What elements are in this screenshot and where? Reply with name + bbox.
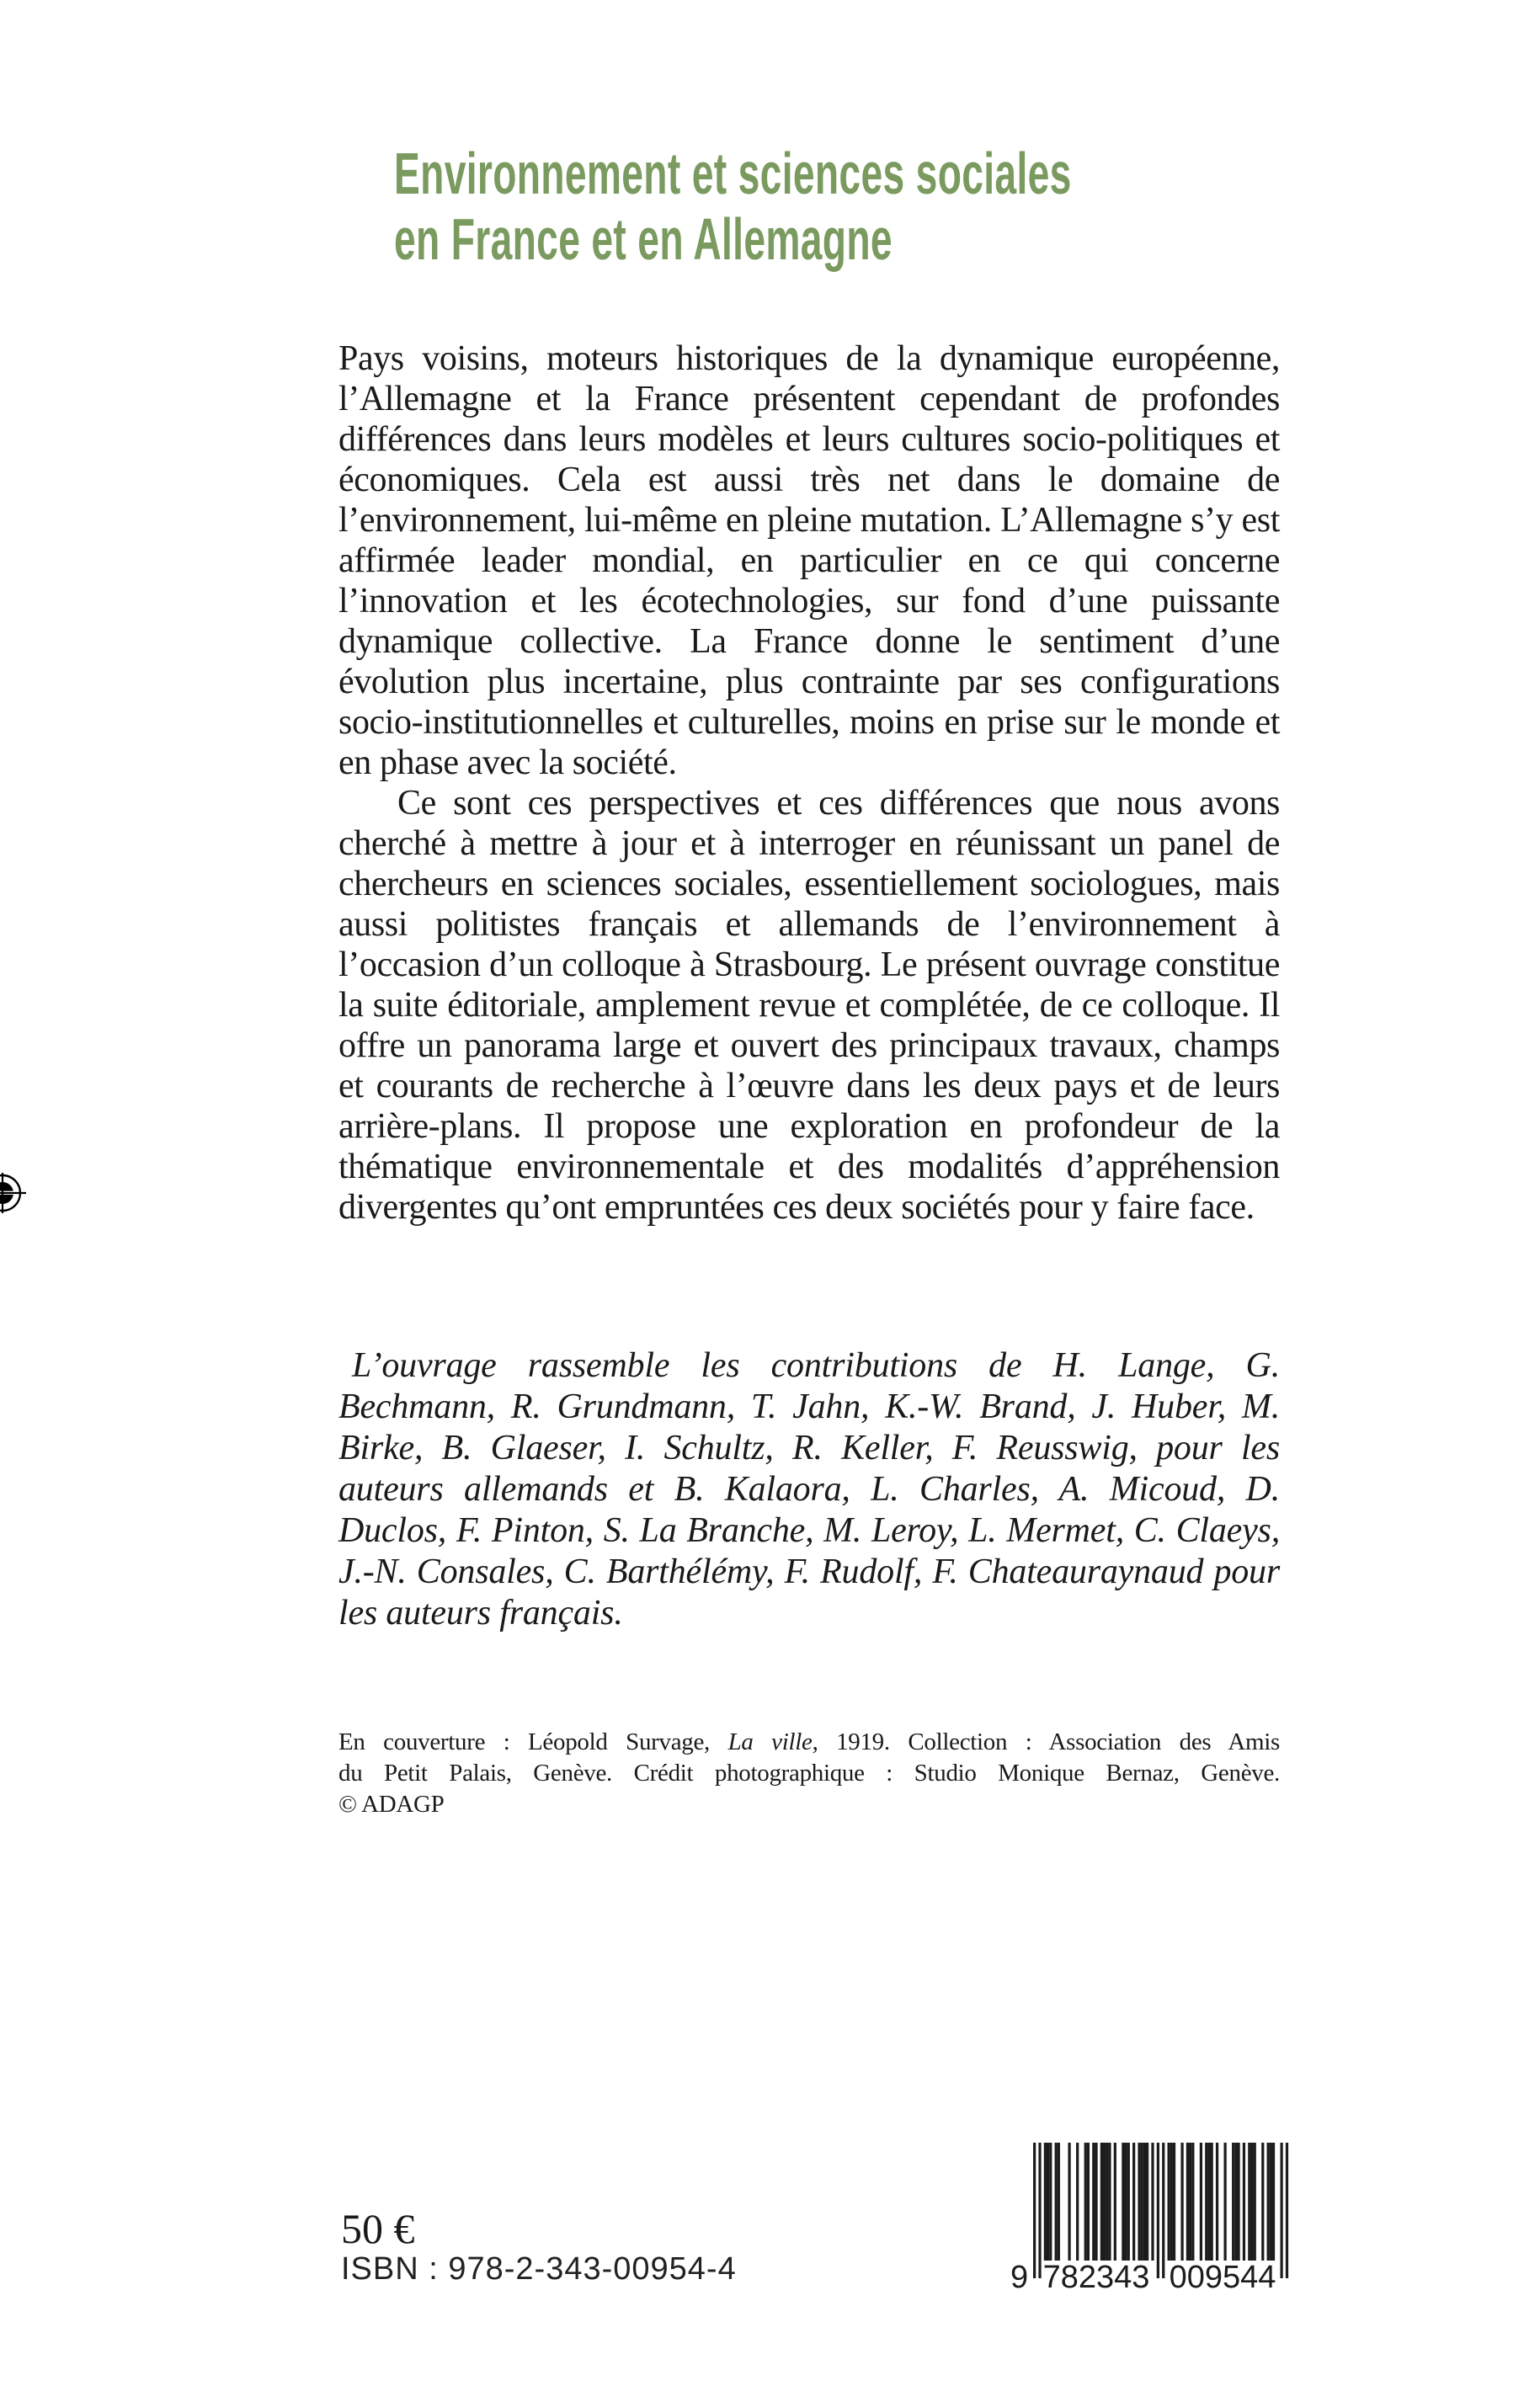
price-label: 50 € [341, 2205, 415, 2252]
barcode-digits-right: 009544 [1169, 2260, 1276, 2294]
isbn-label: ISBN : 978-2-343-00954-4 [341, 2251, 737, 2287]
contributors-block [338, 1345, 1280, 1634]
barcode-digits-left: 782343 [1042, 2260, 1150, 2294]
book-title [394, 141, 1072, 272]
cover-credit-line-1 [338, 1727, 1280, 1758]
barcode-bars [1033, 2143, 1288, 2278]
cover-credit-line1-pre: En couverture : Léopold Survage, [338, 1728, 728, 1755]
cover-credit-block [338, 1727, 1280, 1820]
book-title-line-1: Environnement et sciences sociales [394, 141, 1072, 206]
book-title-line-2: en France et en Allemagne [394, 206, 893, 272]
registration-mark-icon [0, 1171, 29, 1215]
cover-credit-line-2: du Petit Palais, Genève. Crédit photographique : Studio Monique Bernaz, Genève. [338, 1760, 1280, 1787]
contributors-paragraph: L’ouvrage rassemble les contributions de H. Lange, G. Bechmann, R. Grundmann, T. Jahn, K.-W. Brand, J. Huber, M. Birke, B. Glaeser, I. Schultz, R. Keller, F. Reusswig, pour les auteurs allemands et B. Kalaora, L. Charles, A. Micoud, D. Duclos, F. Pinton, S. La Branche, M. Leroy, L. Mermet, C. Claeys, J.-N. Consales, C. Barthélémy, F. Rudolf, F. Chateauraynaud pour les auteurs français. [338, 1346, 1280, 1632]
cover-credit-copyright: © ADAGP [338, 1791, 445, 1818]
back-cover-blurb [338, 338, 1280, 1228]
blurb-paragraph-1: Pays voisins, moteurs historiques de la dynamique européenne, l’Allemagne et la France présentent cependant de profondes différences dans leurs modèles et leurs cultures socio-politiques et économiques. Cela est aussi très net dans le domaine de l’environnement, lui-même en pleine mutation. L’Allemagne s’y est affirmée leader mondial, en particulier en ce qui concerne l’innovation et les écotechnologies, sur fond d’une puissante dynamique collective. La France donne le sentiment d’une évolution plus incertaine, plus contrainte par ses configurations socio-institutionnelles et culturelles, moins en prise sur le monde et en phase avec la société. [338, 339, 1280, 782]
cover-credit-line1-post: , 1919. Collection : Association des Amis [812, 1728, 1280, 1755]
cover-credit-artwork-title: La ville [727, 1728, 813, 1755]
barcode-digit-first: 9 [1010, 2260, 1029, 2294]
blurb-paragraph-2: Ce sont ces perspectives et ces différences que nous avons cherché à mettre à jour et à interroger en réunissant un panel de chercheurs en sciences sociales, essentiellement sociologues, mais aussi politistes français et allemands de l’environnement à l’occasion d’un colloque à Strasbourg. Le présent ouvrage constitue la suite éditoriale, amplement revue et complétée, de ce colloque. Il offre un panorama large et ouvert des principaux travaux, champs et courants de recherche à l’œuvre dans les deux pays et de leurs arrière-plans. Il propose une exploration en profondeur de la thématique environnementale et des modalités d’appréhension divergentes qu’ont empruntées ces deux sociétés pour y faire face. [338, 784, 1280, 1227]
barcode [1007, 2141, 1293, 2294]
barcode-svg [1007, 2141, 1293, 2294]
